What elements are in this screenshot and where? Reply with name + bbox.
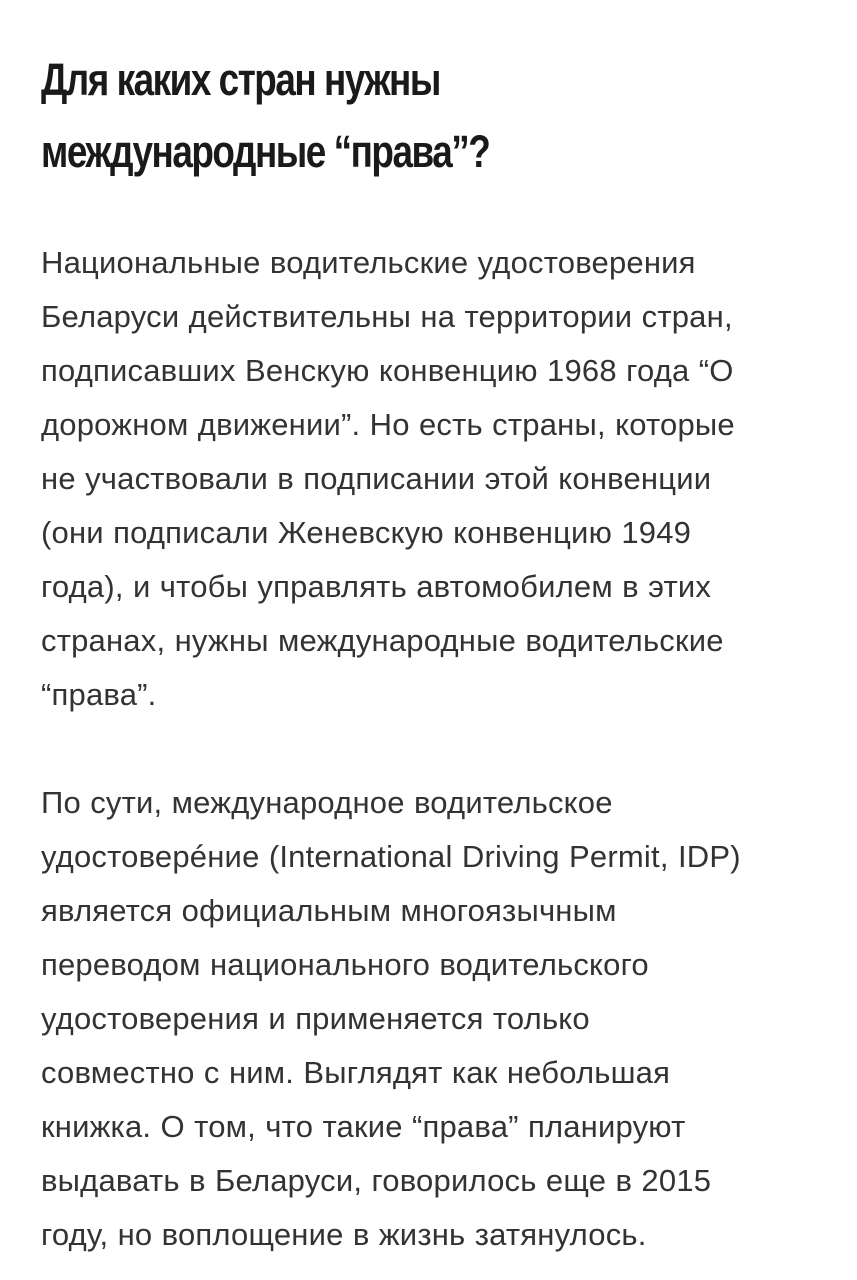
article-title — [41, 44, 832, 188]
paragraph-line: не участвовали в подписании этой конвенции — [41, 461, 712, 496]
paragraph-line: года), и чтобы управлять автомобилем в этих — [41, 569, 712, 604]
paragraph-1 — [41, 236, 831, 722]
paragraph-line: “права”. — [41, 677, 157, 712]
paragraph-line: (они подписали Женевскую конвенцию 1949 — [41, 515, 692, 550]
title-line: Для каких стран нужны — [41, 54, 440, 105]
title-line: международные “права”? — [41, 126, 490, 177]
paragraph-line: году, но воплощение в жизнь затянулось. — [41, 1217, 647, 1252]
paragraph-line: Беларуси действительны на территории стран, — [41, 299, 733, 334]
paragraph-line: совместно с ним. Выглядят как небольшая — [41, 1055, 671, 1090]
paragraph-2 — [41, 776, 831, 1262]
paragraph-line: дорожном движении”. Но есть страны, которые — [41, 407, 735, 442]
paragraph-line: удостоверения и применяется только — [41, 1001, 590, 1036]
paragraph-line: выдавать в Беларуси, говорилось еще в 2015 — [41, 1163, 712, 1198]
paragraph-line: подписавших Венскую конвенцию 1968 года “О — [41, 353, 734, 388]
paragraph-line: удостоверéние (International Driving Permit, IDP) — [41, 839, 741, 874]
paragraph-line: переводом национального водительского — [41, 947, 649, 982]
paragraph-line: По сути, международное водительское — [41, 785, 613, 820]
paragraph-line: книжка. О том, что такие “права” планируют — [41, 1109, 686, 1144]
paragraph-line: странах, нужны международные водительские — [41, 623, 724, 658]
article — [41, 44, 831, 1262]
paragraph-line: является официальным многоязычным — [41, 893, 617, 928]
paragraph-line: Национальные водительские удостоверения — [41, 245, 696, 280]
